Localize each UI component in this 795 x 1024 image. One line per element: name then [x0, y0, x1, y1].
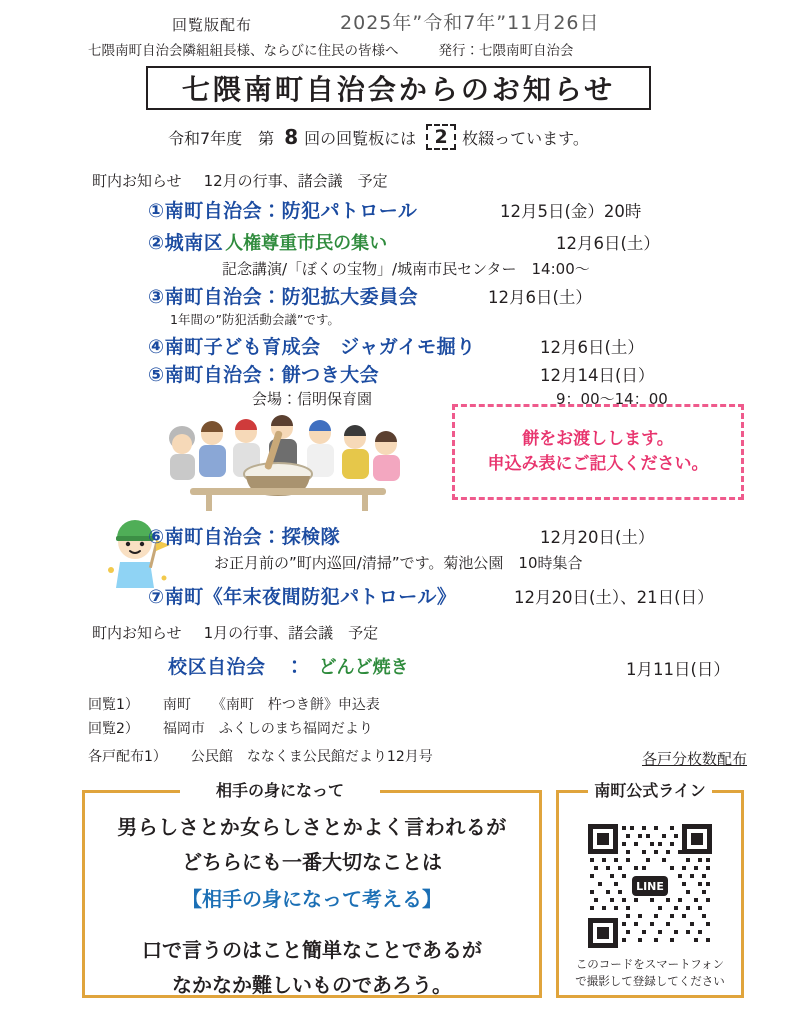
event-2-note-wrap: [222, 258, 590, 279]
quote-line-3: 【相手の身になって考える】: [182, 887, 442, 911]
distribution-label: 各戸分枚数配布: [641, 750, 747, 768]
quote-box-caption: [180, 778, 380, 804]
line-box-title: [566, 778, 734, 804]
line-qr-label: LINE: [636, 880, 664, 893]
event-4-date: 12月6日(土）: [540, 338, 644, 357]
event-7-date-wrap: [514, 584, 714, 608]
quote-line-4: 口で言うのはこと簡単なことであるが: [142, 938, 482, 962]
quote-box-caption-text: 相手の身になって: [210, 781, 350, 800]
event-row-4: [148, 332, 476, 359]
january-event-highlight: どんど焼き: [318, 657, 409, 678]
mochi-note-line1: 餅をお渡しします。: [522, 428, 674, 449]
january-event-date: 1月11日(日）: [626, 660, 730, 679]
sheet-count-box: 2: [426, 124, 456, 150]
addressee: 七隈南町自治会隣組組長様、ならびに住民の皆様へ: [88, 43, 399, 59]
line-qr-note-1: このコードをスマートフォン: [575, 957, 725, 971]
december-label: 町内お知らせ: [92, 172, 182, 190]
event-6-no: ⑥: [148, 526, 165, 548]
event-6-note-wrap: [214, 552, 583, 573]
event-5-title: 南町自治会：餅つき大会: [164, 364, 380, 386]
event-2-date: 12月6日(土）: [556, 234, 660, 253]
event-6-note: お正月前の”町内巡回/清掃”です。菊池公園 10時集合: [214, 554, 583, 572]
page-title-text: 七隈南町自治会からのお知らせ: [181, 73, 616, 106]
quote-line-1: 男らしさとか女らしさとかよく言われるが: [117, 815, 507, 839]
event-5-no: ⑤: [148, 364, 165, 386]
january-event-date-wrap: [626, 656, 730, 680]
attachment-1-value: 南町 《南町 杵つき餅》申込表: [162, 697, 380, 713]
publisher: 発行：七隈南町自治会: [438, 43, 574, 59]
event-2-title-highlight: 人権尊重市民の集い: [225, 233, 388, 254]
event-7-date: 12月20日(土）、21日(日）: [514, 588, 714, 607]
event-7-title: 南町《: [164, 586, 224, 608]
december-section-header: [92, 170, 388, 191]
page-title: [146, 66, 651, 110]
event-6-date-wrap: [540, 524, 654, 548]
count-middle: 回の回覧板には: [304, 128, 417, 148]
event-1-date: 12月5日(金）20時: [500, 202, 642, 221]
line-box-title-text: 南町公式ライン: [588, 781, 712, 800]
event-1-date-wrap: [500, 198, 641, 222]
january-label: 町内お知らせ: [92, 624, 182, 642]
event-5-date: 12月14日(日）: [540, 366, 655, 385]
event-3-title: 南町自治会：防犯拡大委員会: [164, 286, 419, 308]
december-heading: 12月の行事、諸会議 予定: [203, 172, 388, 190]
attachment-3-key: 各戸配布1）: [88, 749, 167, 765]
attachment-2-key: 回覧2）: [88, 721, 139, 737]
event-2-note: 記念講演/「ぼくの宝物」/城南市民センター 14:00〜: [222, 260, 590, 278]
january-event-title: 校区自治会 ：: [168, 656, 305, 678]
count-prefix: 令和7年度 第: [168, 128, 275, 148]
event-7-title-close: 》: [436, 586, 457, 608]
attachment-1-key: 回覧1）: [88, 697, 139, 713]
attachment-row-2: [88, 718, 373, 738]
issue-date: 2025年”令和7年”11月26日: [340, 12, 600, 34]
event-5-date-wrap: [540, 362, 654, 386]
issue-number: 8: [284, 125, 299, 149]
event-3-note-wrap: [170, 310, 340, 328]
event-row-1: [148, 196, 417, 223]
attachment-row-3: [88, 746, 433, 766]
event-row-5: [148, 360, 379, 387]
event-row-6: [148, 522, 340, 549]
event-2-no: ②: [148, 232, 165, 254]
january-section-header: [92, 622, 378, 643]
attachment-row-1: [88, 694, 380, 714]
attachment-2-value: 福岡市 ふくしのまち福岡だより: [162, 721, 373, 737]
january-heading: 1月の行事、諸会議 予定: [203, 624, 379, 642]
quote-line-5: なかなか難しいものであろう。: [172, 973, 452, 997]
event-2-date-wrap: [556, 230, 660, 254]
document-header: [0, 8, 795, 59]
event-5-time: 9：00〜14：00: [556, 390, 668, 408]
event-row-2: [148, 228, 387, 255]
issue-count-line: [168, 124, 593, 150]
line-qr-note: [556, 956, 744, 991]
line-qr-note-2: で撮影して登録してください: [575, 974, 725, 989]
line-qr-code[interactable]: [586, 822, 714, 950]
event-4-title: 南町子ども育成会 ジャガイモ掘り: [164, 336, 476, 358]
attachment-3-value: 公民館 ななくま公民館だより12月号: [190, 749, 433, 765]
event-6-date: 12月20日(土）: [540, 528, 655, 547]
event-7-title-highlight: 年末夜間防犯パトロール: [223, 586, 437, 608]
event-6-title: 南町自治会：探検隊: [164, 526, 341, 548]
event-7-no: ⑦: [148, 586, 165, 608]
event-row-3: [148, 282, 418, 309]
quote-line-2: どちらにも一番大切なことは: [182, 850, 442, 874]
event-1-title: 南町自治会：防犯パトロール: [164, 200, 418, 222]
count-suffix: 枚綴っています。: [462, 128, 589, 148]
mochi-note-line2: 申込み表にご記入ください。: [487, 454, 709, 474]
event-3-date-wrap: [488, 284, 592, 308]
event-1-no: ①: [148, 200, 165, 222]
circulation-label: 回覧版配布: [172, 16, 253, 34]
event-4-date-wrap: [540, 334, 644, 358]
event-2-title: 城南区: [164, 232, 224, 254]
january-event-row: [168, 652, 409, 679]
event-3-note: 1年間の”防犯活動会議”です。: [170, 312, 340, 327]
mochi-pounding-illustration: [150, 400, 420, 515]
event-3-date: 12月6日(土）: [488, 288, 592, 307]
event-4-no: ④: [148, 336, 165, 358]
mochi-pickup-note: [452, 404, 744, 500]
event-row-7: [148, 582, 456, 609]
event-5-venue: 会場：信明保育園: [252, 390, 373, 408]
quote-box: [82, 790, 542, 998]
event-3-no: ③: [148, 286, 165, 308]
